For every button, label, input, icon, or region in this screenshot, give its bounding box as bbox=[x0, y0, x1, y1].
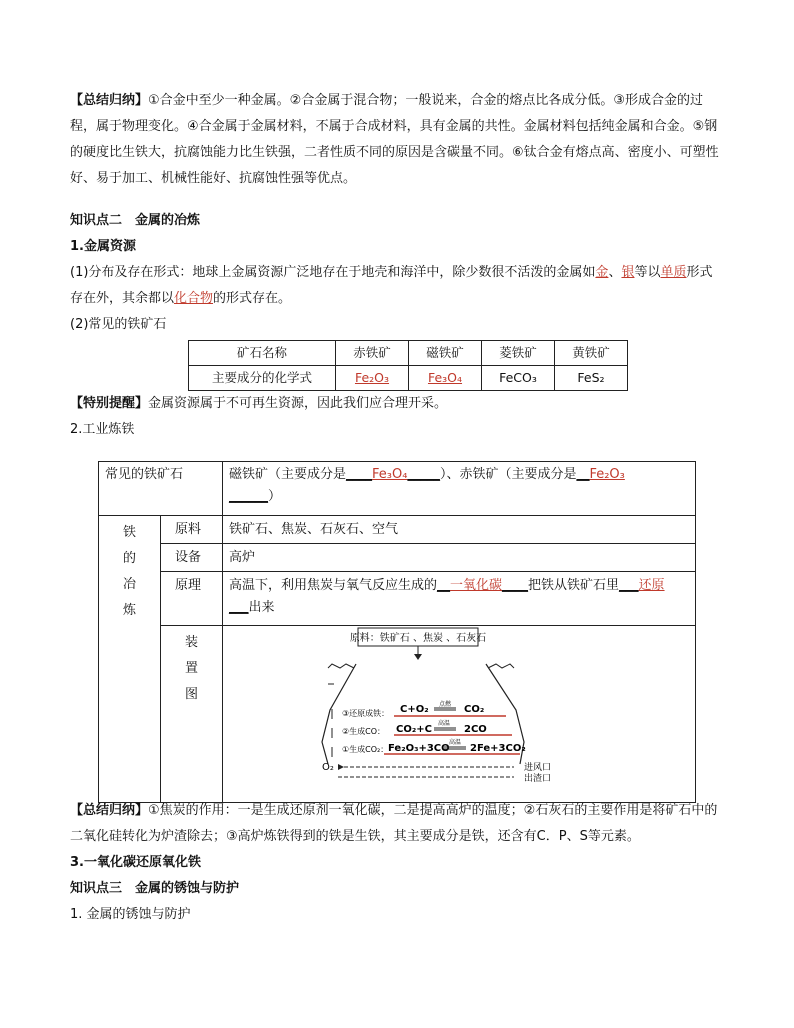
furnace-top-left bbox=[328, 664, 354, 668]
answer-element: 单质 bbox=[660, 265, 687, 280]
table-cell-equip-label: 设备 bbox=[161, 544, 223, 572]
eq2-left: CO₂+C bbox=[396, 724, 432, 735]
table-header-cell: 赤铁矿 bbox=[336, 341, 409, 366]
answer-gold: 金 bbox=[595, 265, 609, 280]
step-1-label: ①生成CO₂： bbox=[342, 745, 389, 754]
answer-fe2o3: Fe₂O₃ bbox=[589, 467, 625, 482]
table-cell-principle-text: 高温下，利用焦炭与氧气反应生成的__一氧化碳____把铁从铁矿石里___还原 ___出来 bbox=[223, 572, 695, 626]
document-page bbox=[70, 88, 724, 443]
table-header-cell: 矿石名称 bbox=[189, 341, 336, 366]
slag-outlet-label: 出渣口 bbox=[524, 774, 552, 784]
resources-distribution-text: (1)分布及存在形式：地球上金属资源广泛地存在于地壳和海洋中，除少数很不活泼的金属如金、银等以单质形式存在外，其余都以化合物的形式存在。 bbox=[70, 265, 713, 306]
summary-text: ①合金中至少一种金属。②合金属于混合物；一般说来，合金的熔点比各成分低。③形成合金的过程，属于物理变化。④合金属于金属材料，不属于合成材料，具有金属的共性。金属材料包括纯金属和合金。⑤钢的硬度比生铁大，抗腐蚀能力比生铁强，二者性质不同的原因是含碳量不同。⑥钛合金有熔点高、密度小、可塑性好、易于加工、机械性能好、抗腐蚀性强等优点。 bbox=[70, 93, 719, 186]
table-cell-side-label: 铁 的 冶 炼 bbox=[99, 516, 161, 802]
table-cell-device-label: 装 置 图 bbox=[161, 626, 223, 802]
summary-paragraph-1 bbox=[70, 88, 724, 192]
table-cell-raw-text: 铁矿石、焦炭、石灰石、空气 bbox=[223, 516, 695, 544]
answer-fe3o4: Fe₃O₄ bbox=[372, 467, 408, 482]
table-cell-formula: Fe₂O₃ bbox=[336, 366, 409, 391]
eq1-left: C+O₂ bbox=[400, 704, 429, 715]
table-cell-principle-label: 原理 bbox=[161, 572, 223, 626]
table-row bbox=[189, 341, 628, 366]
eq3-left: Fe₂O₃+3CO bbox=[388, 743, 450, 754]
answer-compound: 化合物 bbox=[174, 291, 214, 306]
section-industrial-ironmaking-title: 2.工业炼铁 bbox=[70, 422, 135, 437]
table-cell-ore-label: 常见的铁矿石 bbox=[99, 462, 223, 516]
oxygen-label: O₂ bbox=[322, 762, 334, 773]
eq1-right: CO₂ bbox=[464, 704, 485, 715]
feed-arrow-head bbox=[414, 654, 422, 660]
table-cell-equip-text: 高炉 bbox=[223, 544, 695, 572]
summary-paragraph-2 bbox=[70, 798, 724, 850]
step-3-label: ③还原成铁： bbox=[342, 709, 390, 718]
tip-tag: 【特别提醒】 bbox=[70, 396, 149, 411]
inlet-arrow-head bbox=[338, 764, 344, 770]
furnace-top-right bbox=[488, 664, 514, 668]
eq1-condition: 点燃 bbox=[438, 701, 452, 708]
tip-text: 金属资源属于不可再生资源，因此我们应合理开采。 bbox=[148, 396, 448, 411]
raw-materials-label: 原料：铁矿石 、焦炭 、石灰石 bbox=[349, 633, 487, 644]
eq3-condition: 高温 bbox=[448, 739, 462, 746]
table-row bbox=[189, 366, 628, 391]
iron-ore-table bbox=[188, 340, 628, 391]
eq2-right: 2CO bbox=[464, 724, 487, 735]
table-header-cell: 菱铁矿 bbox=[482, 341, 555, 366]
blast-furnace-diagram bbox=[224, 624, 604, 790]
eq2-condition: 高温 bbox=[437, 720, 451, 727]
summary-tag: 【总结归纳】 bbox=[70, 93, 149, 108]
table-cell-ore-text: 磁铁矿（主要成分是____Fe₃O₄_____）、赤铁矿（主要成分是__Fe₂O₃ ______） bbox=[223, 462, 695, 516]
section-metal-resources-title: 1.金属资源 bbox=[70, 239, 136, 254]
step-2-label: ②生成CO： bbox=[342, 727, 386, 736]
table-cell-raw-label: 原料 bbox=[161, 516, 223, 544]
table-header-cell: 磁铁矿 bbox=[409, 341, 482, 366]
table-cell-formula: FeCO₃ bbox=[482, 366, 555, 391]
summary-tag: 【总结归纳】 bbox=[70, 803, 149, 818]
answer-reduce: 还原 bbox=[638, 578, 665, 593]
answer-silver: 银 bbox=[621, 265, 635, 280]
air-inlet-label: 进风口 bbox=[524, 763, 552, 773]
eq3-right: 2Fe+3CO₂ bbox=[470, 743, 526, 754]
summary-text: ①焦炭的作用：一是生成还原剂一氧化碳，二是提高高炉的温度；②石灰石的主要作用是将矿石中的二氧化硅转化为炉渣除去；③高炉炼铁得到的铁是生铁，其主要成分是铁，还含有C．P、S等元素。 bbox=[70, 803, 718, 844]
answer-co: 一氧化碳 bbox=[450, 578, 503, 593]
special-tip bbox=[70, 391, 724, 417]
common-iron-ores-heading: (2)常见的铁矿石 bbox=[70, 317, 167, 332]
lower-section bbox=[70, 798, 724, 928]
section-rust-protection-title: 1. 金属的锈蚀与防护 bbox=[70, 907, 191, 922]
knowledge-point-3-title: 知识点三 金属的锈蚀与防护 bbox=[70, 881, 240, 896]
section-co-reduction-title: 3.一氧化碳还原氧化铁 bbox=[70, 855, 201, 870]
table-header-cell: 黄铁矿 bbox=[555, 341, 628, 366]
table-row-label: 主要成分的化学式 bbox=[189, 366, 336, 391]
knowledge-point-2-title: 知识点二 金属的冶炼 bbox=[70, 213, 201, 228]
table-cell-formula: Fe₃O₄ bbox=[409, 366, 482, 391]
table-cell-formula: FeS₂ bbox=[555, 366, 628, 391]
